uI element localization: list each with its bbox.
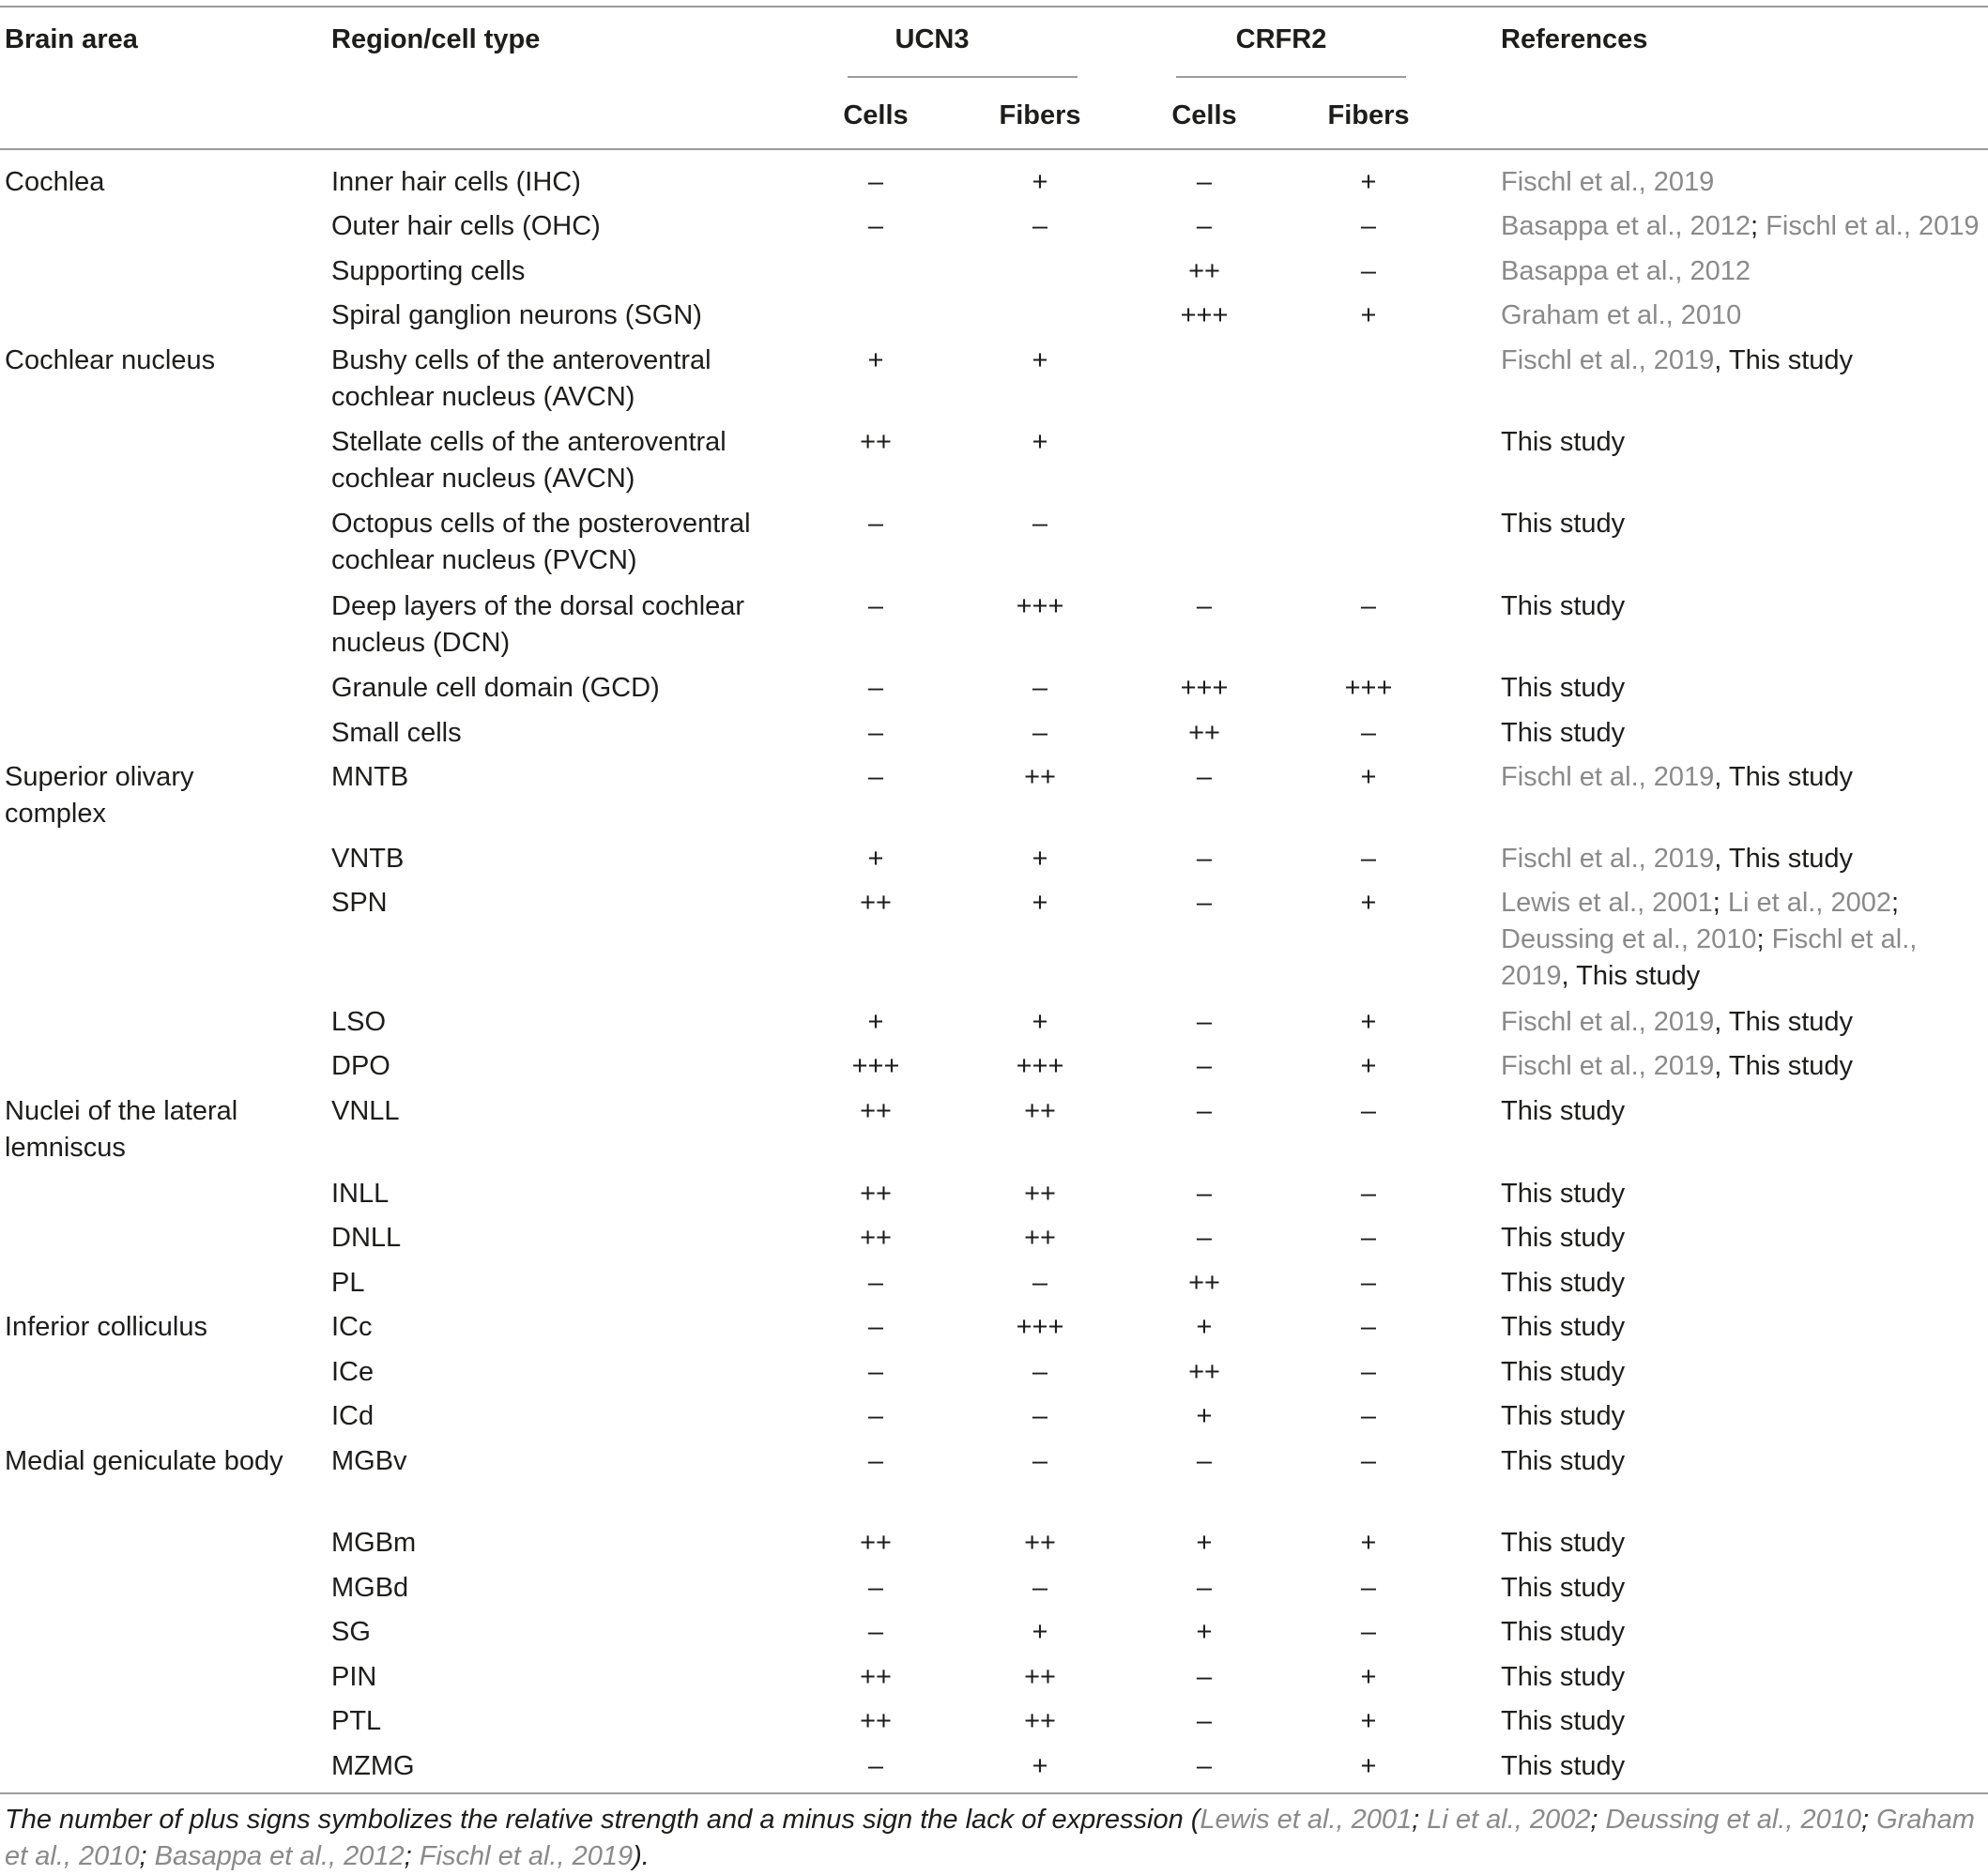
references-cell (1501, 715, 1984, 752)
ucn3-fibers-cell: – (1032, 509, 1048, 539)
ucn3-fibers-cell: +++ (1016, 1051, 1064, 1081)
references-cell (1501, 1354, 1984, 1391)
references-cell (1501, 1748, 1984, 1785)
region-cell: Deep layers of the dorsal cochlear nucleus (DCN) (331, 591, 745, 658)
reference-link[interactable]: Fischl et al., 2019 (1501, 1051, 1715, 1081)
crfr2-fibers-cell: – (1360, 211, 1377, 241)
ucn3-cells-cell: ++ (860, 888, 892, 918)
references-cell (1501, 208, 1984, 245)
crfr2-fibers-cell: + (1360, 300, 1377, 330)
crfr2-cells-cell: – (1196, 1007, 1213, 1037)
references-cell (1501, 1093, 1984, 1130)
region-cell: DPO (331, 1051, 390, 1081)
references-cell (1501, 1048, 1984, 1085)
ucn3-cells-cell: ++ (860, 1706, 892, 1736)
crfr2-fibers-cell: – (1360, 1223, 1377, 1253)
crfr2-fibers-cell: + (1360, 1051, 1377, 1081)
region-cell: MNTB (331, 762, 409, 792)
ucn3-cells-cell: – (867, 1573, 884, 1603)
ucn3-cells-cell: ++ (860, 1223, 892, 1253)
brain-area-cell: Nuclei of the lateral lemniscus (5, 1096, 238, 1163)
ucn3-cells-cell: ++ (860, 427, 892, 457)
reference-link[interactable]: Li et al., 2002 (1727, 888, 1891, 918)
crfr2-cells-cell: ++ (1188, 256, 1220, 286)
crfr2-fibers-cell: – (1360, 1617, 1377, 1647)
reference-text: ; (1756, 924, 1772, 954)
crfr2-cells-cell: ++ (1188, 1268, 1220, 1298)
reference-text: , This study (1714, 762, 1854, 792)
ucn3-cells-cell: – (867, 1446, 884, 1476)
crfr2-cells-cell: – (1196, 762, 1213, 792)
references-cell (1501, 588, 1984, 625)
references-cell (1501, 1703, 1984, 1740)
references-cell (1501, 1004, 1984, 1041)
crfr2-cells-cell: +++ (1180, 300, 1229, 330)
ucn3-fibers-cell: + (1032, 1617, 1048, 1647)
references-cell (1501, 841, 1984, 877)
ucn3-fibers-cell: ++ (1024, 1528, 1056, 1558)
crfr2-fibers-cell: +++ (1344, 673, 1393, 703)
footnote-text: The number of plus signs symbolizes the relative strength and a minus sign the lack of expression ( (5, 1805, 1200, 1835)
crfr2-cells-cell: – (1196, 1223, 1213, 1253)
references-cell (1501, 253, 1984, 290)
reference-link[interactable]: Basappa et al., 2012 (1501, 211, 1751, 241)
ucn3-cells-cell: – (867, 762, 884, 792)
reference-link[interactable]: Basappa et al., 2012 (1501, 256, 1751, 286)
reference-text: This study (1501, 1179, 1626, 1209)
crfr2-cells-cell: – (1196, 844, 1213, 874)
footnote-text: ). (633, 1841, 650, 1871)
header-region: Region/cell type (331, 24, 541, 54)
ucn3-cells-cell: – (867, 1357, 884, 1387)
table-footnote (5, 1802, 1983, 1875)
crfr2-fibers-cell: + (1360, 888, 1377, 918)
footnote-text: ; (139, 1841, 155, 1871)
crfr2-fibers-cell: + (1360, 762, 1377, 792)
crfr2-fibers-cell: – (1360, 844, 1377, 874)
footnote-reference-link[interactable]: Lewis et al., 2001 (1200, 1805, 1413, 1835)
region-cell: Small cells (331, 718, 462, 748)
region-cell: Octopus cells of the posteroventral cochlear nucleus (PVCN) (331, 509, 751, 575)
crfr2-fibers-cell: – (1360, 1573, 1377, 1603)
region-cell: VNLL (331, 1096, 400, 1126)
crfr2-fibers-cell: – (1360, 1357, 1377, 1387)
ucn3-cells-cell: – (867, 167, 884, 197)
ucn3-fibers-cell: + (1032, 1007, 1048, 1037)
region-cell: LSO (331, 1007, 387, 1037)
ucn3-fibers-cell: +++ (1016, 1312, 1064, 1342)
region-cell: INLL (331, 1179, 390, 1209)
reference-text: ; (1890, 888, 1900, 918)
reference-text: , This study (1714, 844, 1854, 874)
ucn3-fibers-cell: + (1032, 1751, 1048, 1781)
reference-text: This study (1501, 1573, 1626, 1603)
ucn3-cells-cell: + (867, 345, 884, 375)
reference-text: This study (1501, 1096, 1626, 1126)
brain-area-cell: Cochlea (5, 167, 105, 197)
crfr2-cells-cell: – (1196, 167, 1213, 197)
footnote-text: ; (1590, 1805, 1606, 1835)
region-cell: ICc (331, 1312, 373, 1342)
reference-text: This study (1501, 1662, 1626, 1692)
ucn3-cells-cell: ++ (860, 1096, 892, 1126)
references-cell (1501, 1220, 1984, 1257)
crfr2-cells-cell: – (1196, 211, 1213, 241)
region-cell: SPN (331, 888, 388, 918)
reference-link[interactable]: Deussing et al., 2010 (1501, 924, 1757, 954)
ucn3-fibers-cell: + (1032, 844, 1048, 874)
crfr2-cells-cell: ++ (1188, 1357, 1220, 1387)
reference-link[interactable]: Fischl et al., 2019 (1501, 924, 1918, 991)
reference-link[interactable]: Fischl et al., 2019 (1766, 211, 1980, 241)
reference-text: This study (1501, 1706, 1626, 1736)
references-cell (1501, 1570, 1984, 1607)
ucn3-cells-cell: – (867, 1312, 884, 1342)
footnote-reference-link[interactable]: Graham et al., 2010 (5, 1805, 1975, 1871)
ucn3-cells-cell: + (867, 844, 884, 874)
reference-text: This study (1501, 1312, 1626, 1342)
reference-text: This study (1501, 1446, 1626, 1476)
reference-link[interactable]: Fischl et al., 2019 (1501, 844, 1715, 874)
crfr2-cells-cell: – (1196, 1751, 1213, 1781)
ucn3-fibers-cell: – (1032, 718, 1048, 748)
references-cell (1501, 506, 1984, 542)
crfr2-fibers-cell: – (1360, 1096, 1377, 1126)
ucn3-cells-cell: ++ (860, 1179, 892, 1209)
reference-text: This study (1501, 673, 1626, 703)
crfr2-group-rule (1176, 76, 1406, 78)
footnote-reference-link[interactable]: Fischl et al., 2019 (419, 1841, 634, 1871)
region-cell: Bushy cells of the anteroventral cochlear nucleus (AVCN) (331, 345, 711, 412)
crfr2-cells-cell: + (1196, 1617, 1213, 1647)
table-bottom-rule (0, 1792, 1988, 1794)
crfr2-cells-cell: +++ (1180, 673, 1229, 703)
reference-text: This study (1501, 1268, 1626, 1298)
header-crfr2: CRFR2 (1235, 24, 1327, 54)
region-cell: Stellate cells of the anteroventral cochlear nucleus (AVCN) (331, 427, 726, 494)
region-cell: SG (331, 1617, 371, 1647)
ucn3-fibers-cell: ++ (1024, 762, 1056, 792)
region-cell: Inner hair cells (IHC) (331, 167, 581, 197)
crfr2-cells-cell: – (1196, 1179, 1213, 1209)
crfr2-fibers-cell: – (1360, 1312, 1377, 1342)
references-cell (1501, 1309, 1984, 1346)
reference-text: This study (1501, 1223, 1626, 1253)
header-brain-area: Brain area (5, 24, 138, 54)
ucn3-fibers-cell: + (1032, 427, 1048, 457)
reference-text: ; (1751, 211, 1766, 241)
header-bottom-rule (0, 148, 1988, 150)
reference-text: This study (1501, 509, 1626, 539)
crfr2-cells-cell: – (1196, 1051, 1213, 1081)
crfr2-fibers-cell: + (1360, 1528, 1377, 1558)
crfr2-cells-cell: + (1196, 1312, 1213, 1342)
reference-link[interactable]: Graham et al., 2010 (1501, 300, 1742, 330)
ucn3-fibers-cell: – (1032, 673, 1048, 703)
references-cell (1501, 343, 1984, 379)
reference-text: , This study (1561, 961, 1701, 991)
region-cell: Supporting cells (331, 256, 526, 286)
ucn3-cells-cell: – (867, 1401, 884, 1431)
crfr2-cells-cell: + (1196, 1528, 1213, 1558)
region-cell: MGBm (331, 1528, 417, 1558)
crfr2-fibers-cell: – (1360, 256, 1377, 286)
ucn3-fibers-cell: – (1032, 1446, 1048, 1476)
crfr2-cells-cell: – (1196, 1706, 1213, 1736)
crfr2-fibers-cell: – (1360, 591, 1377, 621)
ucn3-fibers-cell: ++ (1024, 1179, 1056, 1209)
reference-text: This study (1501, 1528, 1626, 1558)
crfr2-cells-cell: ++ (1188, 718, 1220, 748)
crfr2-cells-cell: – (1196, 888, 1213, 918)
table-top-rule (0, 6, 1988, 8)
crfr2-fibers-cell: + (1360, 1751, 1377, 1781)
region-cell: ICd (331, 1401, 375, 1431)
reference-text: ; (1712, 888, 1728, 918)
footnote-text: ; (404, 1841, 420, 1871)
reference-link[interactable]: Fischl et al., 2019 (1501, 1007, 1715, 1037)
crfr2-fibers-cell: + (1360, 167, 1377, 197)
ucn3-cells-cell: – (867, 211, 884, 241)
ucn3-cells-cell: + (867, 1007, 884, 1037)
ucn3-fibers-cell: + (1032, 345, 1048, 375)
references-cell (1501, 1614, 1984, 1651)
crfr2-fibers-cell: – (1360, 1446, 1377, 1476)
region-cell: MGBd (331, 1573, 409, 1603)
ucn3-fibers-cell: – (1032, 1573, 1048, 1603)
region-cell: VNTB (331, 844, 405, 874)
references-cell (1501, 759, 1984, 796)
crfr2-cells-cell: – (1196, 1446, 1213, 1476)
crfr2-cells-cell: – (1196, 591, 1213, 621)
reference-link[interactable]: Fischl et al., 2019 (1501, 762, 1715, 792)
references-cell (1501, 885, 1984, 995)
footnote-text: ; (1860, 1805, 1877, 1835)
region-cell: MGBv (331, 1446, 407, 1476)
references-cell (1501, 1525, 1984, 1562)
reference-text: This study (1501, 1617, 1626, 1647)
reference-link[interactable]: Fischl et al., 2019 (1501, 167, 1715, 197)
ucn3-cells-cell: ++ (860, 1528, 892, 1558)
reference-text: This study (1501, 427, 1626, 457)
footnote-reference-link[interactable]: Basappa et al., 2012 (154, 1841, 405, 1871)
crfr2-cells-cell: – (1196, 1573, 1213, 1603)
region-cell: ICe (331, 1357, 375, 1387)
brain-area-cell: Inferior colliculus (5, 1312, 207, 1342)
brain-area-cell: Superior olivary complex (5, 762, 194, 829)
reference-text: , This study (1714, 1007, 1854, 1037)
references-cell (1501, 670, 1984, 707)
ucn3-fibers-cell: ++ (1024, 1223, 1056, 1253)
references-cell (1501, 1265, 1984, 1302)
ucn3-fibers-cell: +++ (1016, 591, 1064, 621)
ucn3-fibers-cell: – (1032, 1357, 1048, 1387)
ucn3-cells-cell: – (867, 673, 884, 703)
header-references: References (1501, 24, 1648, 54)
region-cell: PTL (331, 1706, 382, 1736)
header-ucn3-fibers: Fibers (999, 100, 1081, 130)
region-cell: DNLL (331, 1223, 402, 1253)
footnote-reference-link[interactable]: Li et al., 2002 (1427, 1805, 1591, 1835)
reference-text: This study (1501, 1401, 1626, 1431)
ucn3-fibers-cell: ++ (1024, 1706, 1056, 1736)
reference-text: , This study (1714, 345, 1854, 375)
references-cell (1501, 1443, 1984, 1480)
header-ucn3: UCN3 (895, 24, 970, 54)
ucn3-fibers-cell: + (1032, 888, 1048, 918)
brain-area-cell: Cochlear nucleus (5, 345, 216, 375)
references-cell (1501, 424, 1984, 461)
region-cell: MZMG (331, 1751, 415, 1781)
ucn3-fibers-cell: – (1032, 1401, 1048, 1431)
ucn3-fibers-cell: + (1032, 167, 1048, 197)
region-cell: PIN (331, 1662, 377, 1692)
references-cell (1501, 1176, 1984, 1212)
region-cell: Granule cell domain (GCD) (331, 673, 660, 703)
ucn3-cells-cell: – (867, 1617, 884, 1647)
crfr2-fibers-cell: – (1360, 1401, 1377, 1431)
crfr2-fibers-cell: – (1360, 1179, 1377, 1209)
reference-text: , This study (1714, 1051, 1854, 1081)
references-cell (1501, 1659, 1984, 1696)
region-cell: PL (331, 1268, 365, 1298)
header-crfr2-cells: Cells (1171, 100, 1237, 130)
reference-text: This study (1501, 591, 1626, 621)
crfr2-cells-cell: – (1196, 1662, 1213, 1692)
footnote-reference-link[interactable]: Deussing et al., 2010 (1605, 1805, 1861, 1835)
reference-link[interactable]: Lewis et al., 2001 (1501, 888, 1713, 918)
crfr2-fibers-cell: + (1360, 1706, 1377, 1736)
crfr2-fibers-cell: + (1360, 1007, 1377, 1037)
references-cell (1501, 1398, 1984, 1435)
reference-text: This study (1501, 1751, 1626, 1781)
references-cell (1501, 164, 1984, 201)
region-cell: Outer hair cells (OHC) (331, 211, 601, 241)
ucn3-cells-cell: – (867, 718, 884, 748)
reference-link[interactable]: Fischl et al., 2019 (1501, 345, 1715, 375)
ucn3-fibers-cell: ++ (1024, 1096, 1056, 1126)
crfr2-cells-cell: + (1196, 1401, 1213, 1431)
crfr2-cells-cell: – (1196, 1096, 1213, 1126)
crfr2-fibers-cell: – (1360, 1268, 1377, 1298)
region-cell: Spiral ganglion neurons (SGN) (331, 300, 702, 330)
ucn3-fibers-cell: – (1032, 211, 1048, 241)
ucn3-cells-cell: ++ (860, 1662, 892, 1692)
crfr2-fibers-cell: + (1360, 1662, 1377, 1692)
crfr2-fibers-cell: – (1360, 718, 1377, 748)
references-cell (1501, 297, 1984, 334)
header-ucn3-cells: Cells (843, 100, 909, 130)
ucn3-group-rule (848, 76, 1078, 78)
reference-text: This study (1501, 718, 1626, 748)
brain-area-cell: Medial geniculate body (5, 1446, 283, 1476)
ucn3-fibers-cell: ++ (1024, 1662, 1056, 1692)
ucn3-cells-cell: – (867, 509, 884, 539)
ucn3-cells-cell: – (867, 591, 884, 621)
ucn3-fibers-cell: – (1032, 1268, 1048, 1298)
ucn3-cells-cell: – (867, 1751, 884, 1781)
reference-text: This study (1501, 1357, 1626, 1387)
ucn3-cells-cell: +++ (851, 1051, 900, 1081)
ucn3-cells-cell: – (867, 1268, 884, 1298)
header-crfr2-fibers: Fibers (1327, 100, 1410, 130)
footnote-text: ; (1412, 1805, 1428, 1835)
